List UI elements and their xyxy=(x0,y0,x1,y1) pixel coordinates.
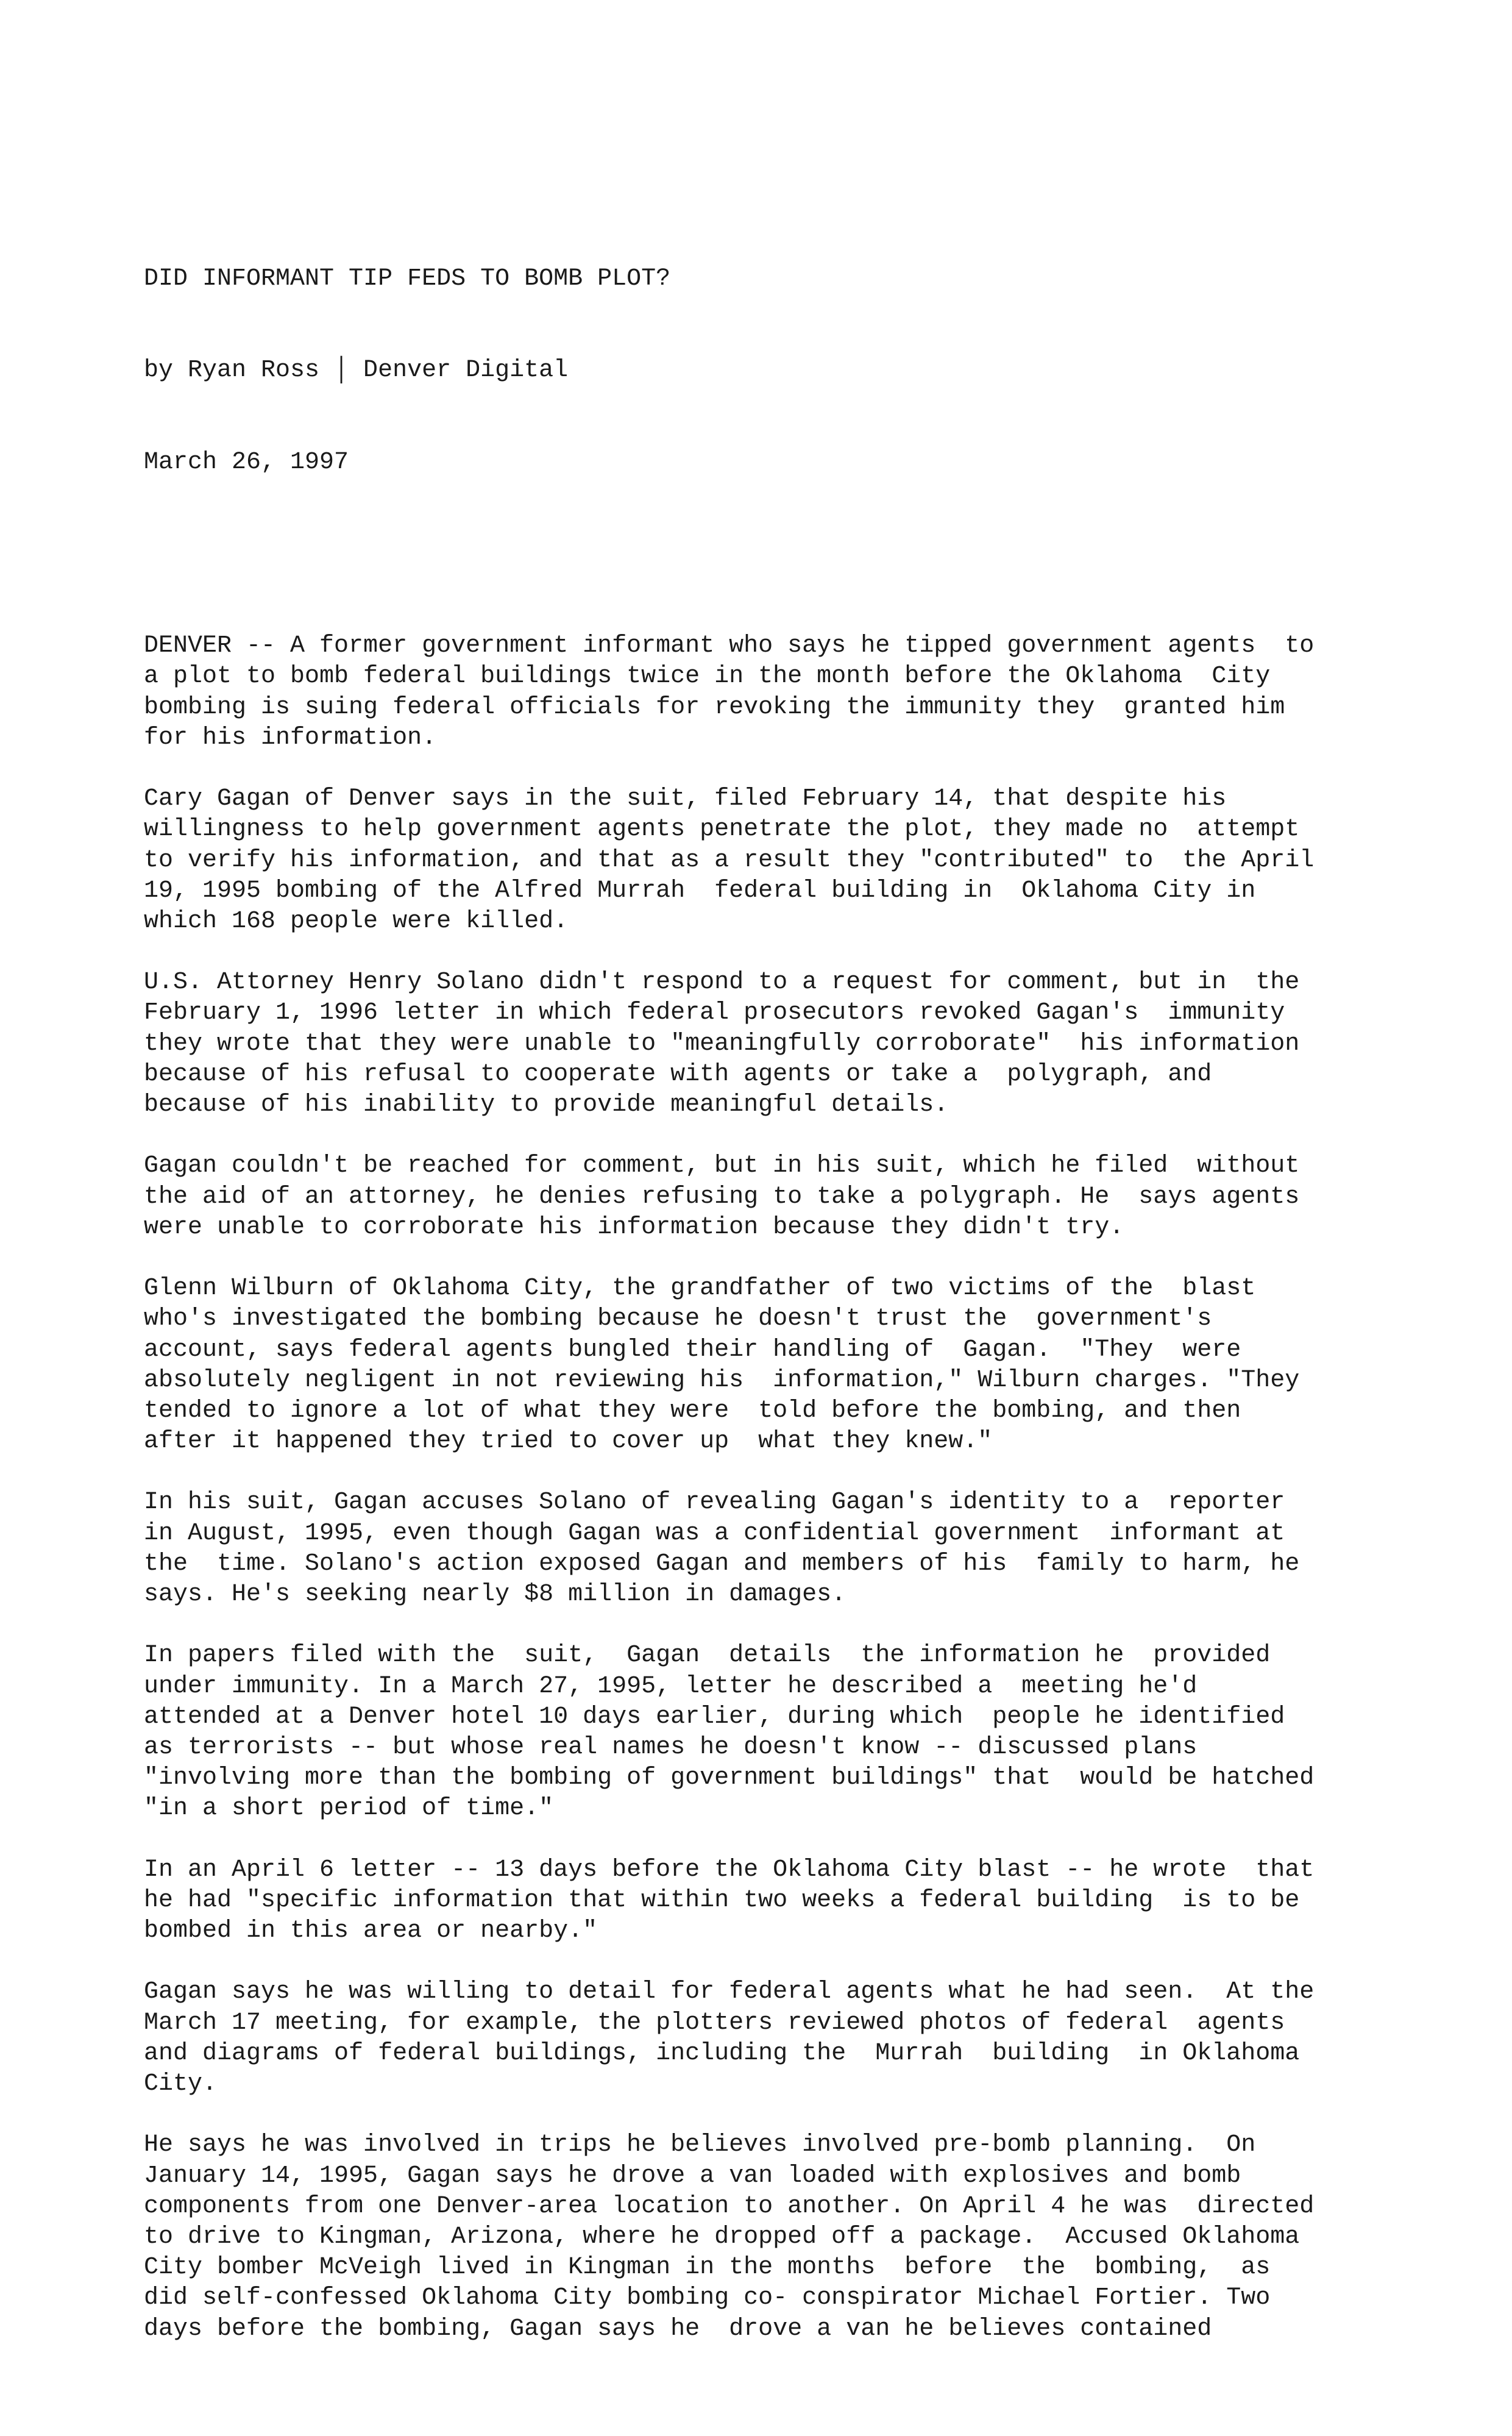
article-header xyxy=(144,202,1436,539)
paragraph-line: In papers filed with the suit, Gagan details the information he provided xyxy=(144,1642,1271,1670)
paragraph-line: as terrorists -- but whose real names he doesn't know -- discussed plans xyxy=(144,1733,1198,1761)
paragraph-line: a plot to bomb federal buildings twice in the month before the Oklahoma City xyxy=(144,663,1271,691)
paragraph-line: to drive to Kingman, Arizona, where he dropped off a package. Accused Oklahoma xyxy=(144,2223,1300,2251)
paragraph xyxy=(144,1640,1436,1824)
paragraph xyxy=(144,1487,1436,1610)
paragraph-line: bombed in this area or nearby." xyxy=(144,1917,598,1945)
paragraph-line: DENVER -- A former government informant who says he tipped government agents to xyxy=(144,632,1315,660)
paragraph-line: "in a short period of time." xyxy=(144,1795,554,1823)
paragraph-line: willingness to help government agents penetrate the plot, they made no attempt xyxy=(144,816,1300,844)
paragraph-line: in August, 1995, even though Gagan was a confidential government informant at xyxy=(144,1519,1285,1547)
article-byline: by Ryan Ross │ Denver Digital xyxy=(144,357,569,385)
paragraph xyxy=(144,2130,1436,2344)
paragraph-line: under immunity. In a March 27, 1995, letter he described a meeting he'd xyxy=(144,1672,1198,1700)
paragraph-line: 19, 1995 bombing of the Alfred Murrah federal building in Oklahoma City in xyxy=(144,877,1256,905)
paragraph-line: In his suit, Gagan accuses Solano of revealing Gagan's identity to a reporter xyxy=(144,1489,1285,1517)
article-title: DID INFORMANT TIP FEDS TO BOMB PLOT? xyxy=(144,265,671,293)
article-text xyxy=(144,141,1436,2436)
paragraph-line: to verify his information, and that as a result they "contributed" to the April xyxy=(144,846,1315,874)
paragraph xyxy=(144,631,1436,753)
paragraph-line: account, says federal agents bungled their handling of Gagan. "They were xyxy=(144,1336,1241,1364)
paragraph-line: were unable to corroborate his information because they didn't try. xyxy=(144,1213,1124,1241)
paragraph-line: Gagan couldn't be reached for comment, but in his suit, which he filed without xyxy=(144,1152,1300,1180)
paragraph-line: Gagan says he was willing to detail for federal agents what he had seen. At the xyxy=(144,1978,1315,2006)
paragraph-line: March 17 meeting, for example, the plotters reviewed photos of federal agents xyxy=(144,2009,1285,2037)
paragraph-line: they wrote that they were unable to "meaningfully corroborate" his information xyxy=(144,1030,1300,1058)
article-body xyxy=(144,631,1436,2345)
paragraph xyxy=(144,784,1436,937)
paragraph-line: tended to ignore a lot of what they were told before the bombing, and then xyxy=(144,1397,1241,1425)
paragraph-line: which 168 people were killed. xyxy=(144,907,569,935)
paragraph-line: did self-confessed Oklahoma City bombing co- conspirator Michael Fortier. Two xyxy=(144,2284,1271,2312)
paragraph-line: U.S. Attorney Henry Solano didn't respond to a request for comment, but in the xyxy=(144,969,1300,997)
paragraph xyxy=(144,1855,1436,1947)
paragraph xyxy=(144,1151,1436,1243)
paragraph-line: "involving more than the bombing of government buildings" that would be hatched xyxy=(144,1764,1315,1792)
paragraph xyxy=(144,967,1436,1120)
paragraph-line: He says he was involved in trips he believes involved pre-bomb planning. On xyxy=(144,2131,1256,2159)
paragraph xyxy=(144,1273,1436,1457)
paragraph-line: City bomber McVeigh lived in Kingman in the months before the bombing, as xyxy=(144,2254,1271,2282)
article-date: March 26, 1997 xyxy=(144,449,349,476)
paragraph-line: City. xyxy=(144,2070,218,2098)
paragraph-line: for his information. xyxy=(144,724,437,752)
paragraph xyxy=(144,1977,1436,2099)
paragraph-line: because of his inability to provide meaningful details. xyxy=(144,1091,949,1119)
paragraph-line: components from one Denver-area location to another. On April 4 he was directed xyxy=(144,2192,1315,2220)
paragraph-line: February 1, 1996 letter in which federal prosecutors revoked Gagan's immunity xyxy=(144,999,1285,1027)
paragraph-line: he had "specific information that within two weeks a federal building is to be xyxy=(144,1886,1300,1914)
paragraph-line: the aid of an attorney, he denies refusing to take a polygraph. He says agents xyxy=(144,1183,1300,1211)
paragraph-line: Glenn Wilburn of Oklahoma City, the grandfather of two victims of the blast xyxy=(144,1275,1256,1303)
paragraph-line: says. He's seeking nearly $8 million in damages. xyxy=(144,1581,847,1608)
paragraph-line: days before the bombing, Gagan says he drove a van he believes contained xyxy=(144,2315,1212,2343)
paragraph-line: the time. Solano's action exposed Gagan and members of his family to harm, he xyxy=(144,1550,1300,1578)
paragraph-line: and diagrams of federal buildings, including the Murrah building in Oklahoma xyxy=(144,2039,1300,2067)
paragraph-line: absolutely negligent in not reviewing his information," Wilburn charges. "They xyxy=(144,1366,1300,1394)
paragraph-line: In an April 6 letter -- 13 days before the Oklahoma City blast -- he wrote that xyxy=(144,1856,1315,1884)
paragraph-line: January 14, 1995, Gagan says he drove a van loaded with explosives and bomb xyxy=(144,2162,1241,2190)
paragraph-line: attended at a Denver hotel 10 days earlier, during which people he identified xyxy=(144,1703,1285,1731)
paragraph-line: Cary Gagan of Denver says in the suit, filed February 14, that despite his xyxy=(144,785,1227,813)
paragraph-line: because of his refusal to cooperate with agents or take a polygraph, and xyxy=(144,1060,1212,1088)
paragraph-line: bombing is suing federal officials for revoking the immunity they granted him xyxy=(144,693,1285,721)
paragraph-line: who's investigated the bombing because he doesn't trust the government's xyxy=(144,1305,1212,1333)
paragraph-line: after it happened they tried to cover up what they knew." xyxy=(144,1428,993,1456)
